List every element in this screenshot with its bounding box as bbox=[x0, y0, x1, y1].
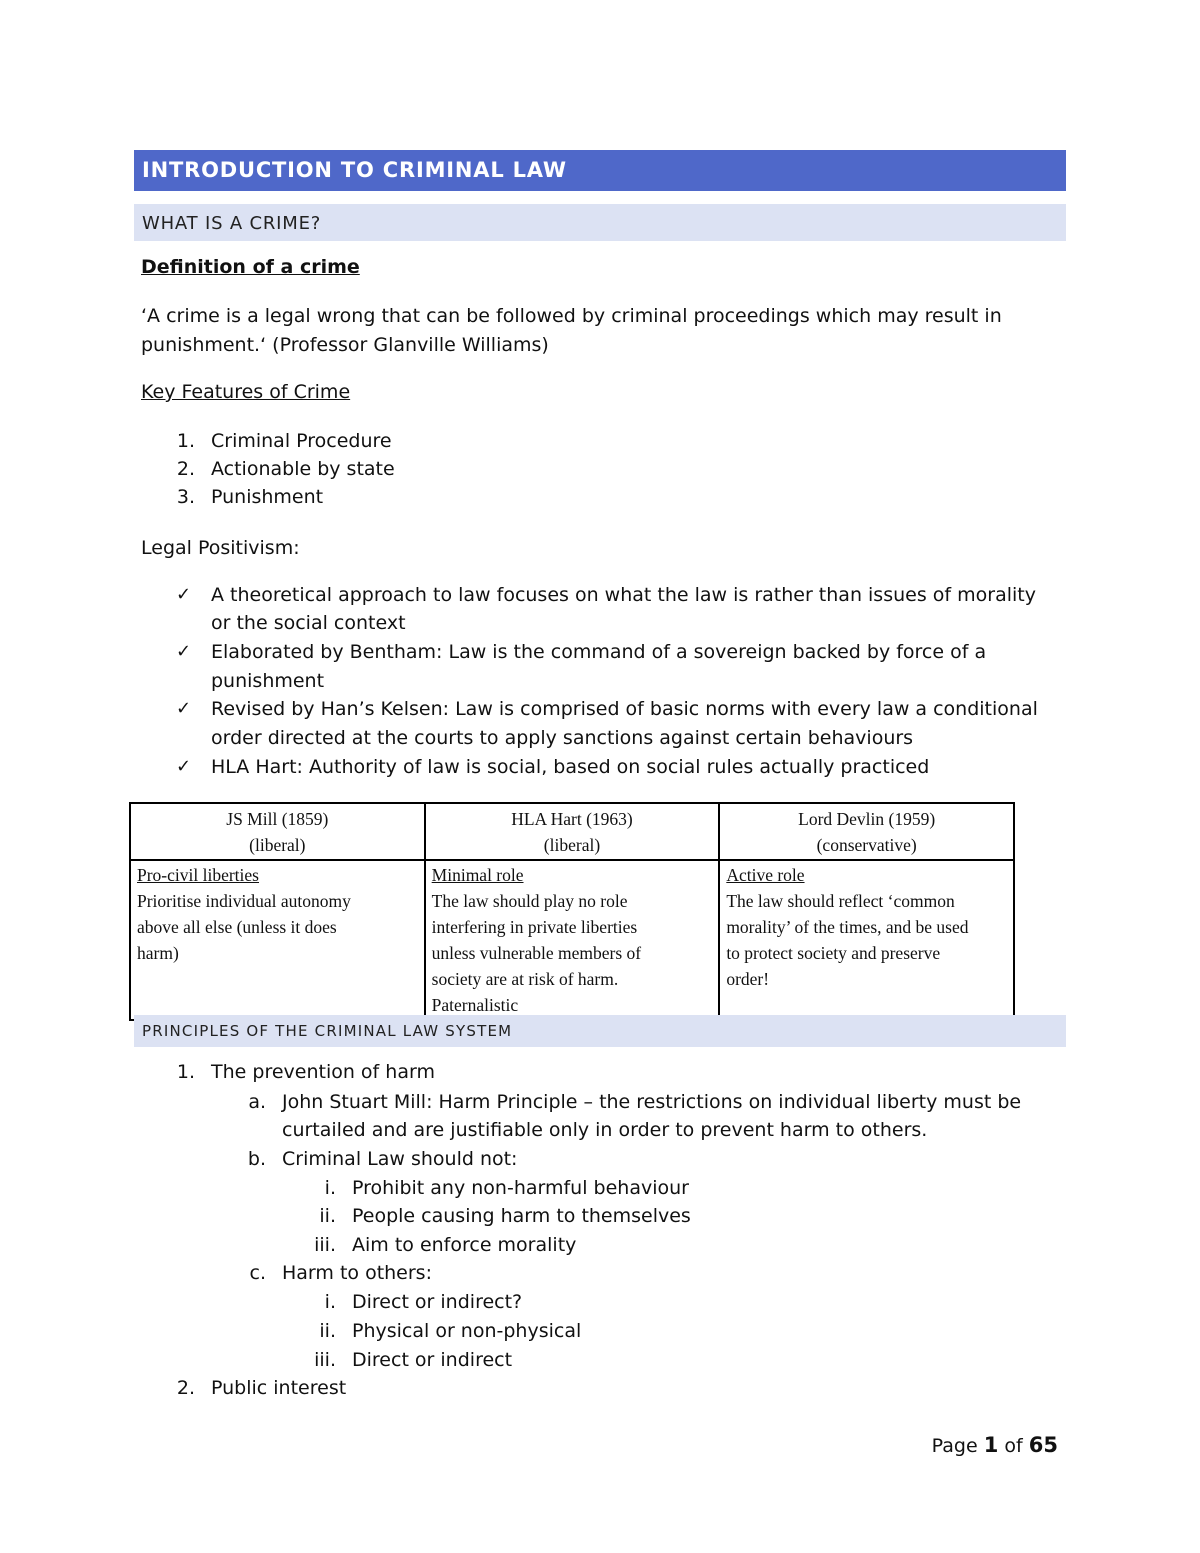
table-header-row bbox=[130, 803, 1014, 860]
list-item: Public interest bbox=[211, 1377, 347, 1399]
list-item: Punishment bbox=[211, 486, 324, 508]
page-of: of bbox=[1004, 1435, 1023, 1457]
cell-line: order! bbox=[726, 969, 770, 989]
table-cell bbox=[130, 860, 425, 1020]
list-item: Direct or indirect? bbox=[352, 1291, 523, 1313]
list-item: Actionable by state bbox=[211, 458, 395, 480]
list-item: Prohibit any non-harmful behaviour bbox=[352, 1177, 689, 1199]
cell-title: Pro-civil liberties bbox=[137, 865, 259, 885]
checklist-item-cont: punishment bbox=[211, 670, 325, 692]
cell-line: Paternalistic bbox=[431, 995, 519, 1015]
comparison-table bbox=[129, 802, 1015, 1021]
list-number: 2. bbox=[176, 458, 195, 480]
header-view: (liberal) bbox=[543, 835, 601, 855]
list-number: 1. bbox=[176, 1061, 195, 1083]
list-letter: a. bbox=[248, 1091, 266, 1113]
list-roman: i. bbox=[324, 1291, 336, 1313]
list-item: Physical or non-physical bbox=[352, 1320, 582, 1342]
subsection-principles: PRINCIPLES OF THE CRIMINAL LAW SYSTEM bbox=[134, 1015, 1066, 1047]
cell-line: harm) bbox=[137, 943, 179, 963]
list-roman: ii. bbox=[319, 1205, 336, 1227]
list-item: People causing harm to themselves bbox=[352, 1205, 691, 1227]
header-name: HLA Hart (1963) bbox=[511, 809, 633, 829]
cell-title: Active role bbox=[726, 865, 805, 885]
header-view: (conservative) bbox=[816, 835, 917, 855]
table-row bbox=[130, 860, 1014, 1020]
list-letter: b. bbox=[247, 1148, 266, 1170]
list-number: 2. bbox=[176, 1377, 195, 1399]
checklist-item-cont: order directed at the courts to apply sanctions against certain behaviours bbox=[211, 727, 914, 749]
list-roman: iii. bbox=[314, 1234, 336, 1256]
table-header-cell bbox=[130, 803, 425, 860]
list-item: The prevention of harm bbox=[211, 1061, 435, 1083]
header-name: JS Mill (1859) bbox=[226, 809, 329, 829]
cell-line: unless vulnerable members of bbox=[431, 943, 642, 963]
list-number: 3. bbox=[176, 486, 195, 508]
cell-title: Minimal role bbox=[431, 865, 524, 885]
section-title: INTRODUCTION TO CRIMINAL LAW bbox=[134, 150, 1066, 191]
cell-line: The law should reflect ‘common bbox=[726, 891, 955, 911]
cell-line: morality’ of the times, and be used bbox=[726, 917, 969, 937]
checkmark-icon: ✓ bbox=[176, 698, 192, 719]
checklist-item: A theoretical approach to law focuses on what the law is rather than issues of morality bbox=[211, 584, 1036, 606]
list-letter: c. bbox=[249, 1262, 266, 1284]
cell-line: society are at risk of harm. bbox=[431, 969, 619, 989]
checklist-item: Revised by Han’s Kelsen: Law is comprised of basic norms with every law a conditional bbox=[211, 698, 1038, 720]
page-prefix: Page bbox=[931, 1435, 978, 1457]
checkmark-icon: ✓ bbox=[176, 756, 192, 777]
list-number: 1. bbox=[176, 430, 195, 452]
table-cell bbox=[425, 860, 720, 1020]
header-view: (liberal) bbox=[249, 835, 306, 855]
table-header-cell bbox=[425, 803, 720, 860]
checklist-item-cont: or the social context bbox=[211, 612, 406, 634]
list-roman: ii. bbox=[319, 1320, 336, 1342]
table-cell bbox=[719, 860, 1014, 1020]
page-number bbox=[932, 1433, 1058, 1457]
definition-heading: Definition of a crime bbox=[141, 256, 360, 278]
checkmark-icon: ✓ bbox=[176, 584, 192, 605]
cell-line: Prioritise individual autonomy bbox=[137, 891, 351, 911]
list-item: Direct or indirect bbox=[352, 1349, 513, 1371]
cell-line: interfering in private liberties bbox=[431, 917, 638, 937]
list-item: Aim to enforce morality bbox=[352, 1234, 577, 1256]
quote-line-1: ‘A crime is a legal wrong that can be followed by criminal proceedings which may result in bbox=[141, 305, 1002, 327]
checklist-item: Elaborated by Bentham: Law is the command of a sovereign backed by force of a bbox=[211, 641, 987, 663]
header-name: Lord Devlin (1959) bbox=[798, 809, 936, 829]
key-features-heading: Key Features of Crime bbox=[141, 381, 351, 403]
list-item-cont: curtailed and are justifiable only in order to prevent harm to others. bbox=[282, 1119, 928, 1141]
table-header-cell bbox=[719, 803, 1014, 860]
subsection-what-is-crime: WHAT IS A CRIME? bbox=[134, 204, 1066, 241]
list-item: Criminal Law should not: bbox=[282, 1148, 518, 1170]
list-roman: iii. bbox=[314, 1349, 336, 1371]
checklist-item: HLA Hart: Authority of law is social, based on social rules actually practiced bbox=[211, 756, 930, 778]
positivism-heading: Legal Positivism: bbox=[141, 537, 300, 559]
page-total: 65 bbox=[1028, 1433, 1058, 1457]
cell-line: above all else (unless it does bbox=[137, 917, 337, 937]
list-item: Harm to others: bbox=[282, 1262, 432, 1284]
list-item: Criminal Procedure bbox=[211, 430, 392, 452]
page-current: 1 bbox=[983, 1433, 999, 1457]
cell-line: to protect society and preserve bbox=[726, 943, 941, 963]
cell-line: The law should play no role bbox=[431, 891, 628, 911]
list-roman: i. bbox=[324, 1177, 336, 1199]
checkmark-icon: ✓ bbox=[176, 641, 192, 662]
quote-line-2: punishment.‘ (Professor Glanville Williams) bbox=[141, 334, 549, 356]
list-item: John Stuart Mill: Harm Principle – the restrictions on individual liberty must be bbox=[282, 1091, 1022, 1113]
